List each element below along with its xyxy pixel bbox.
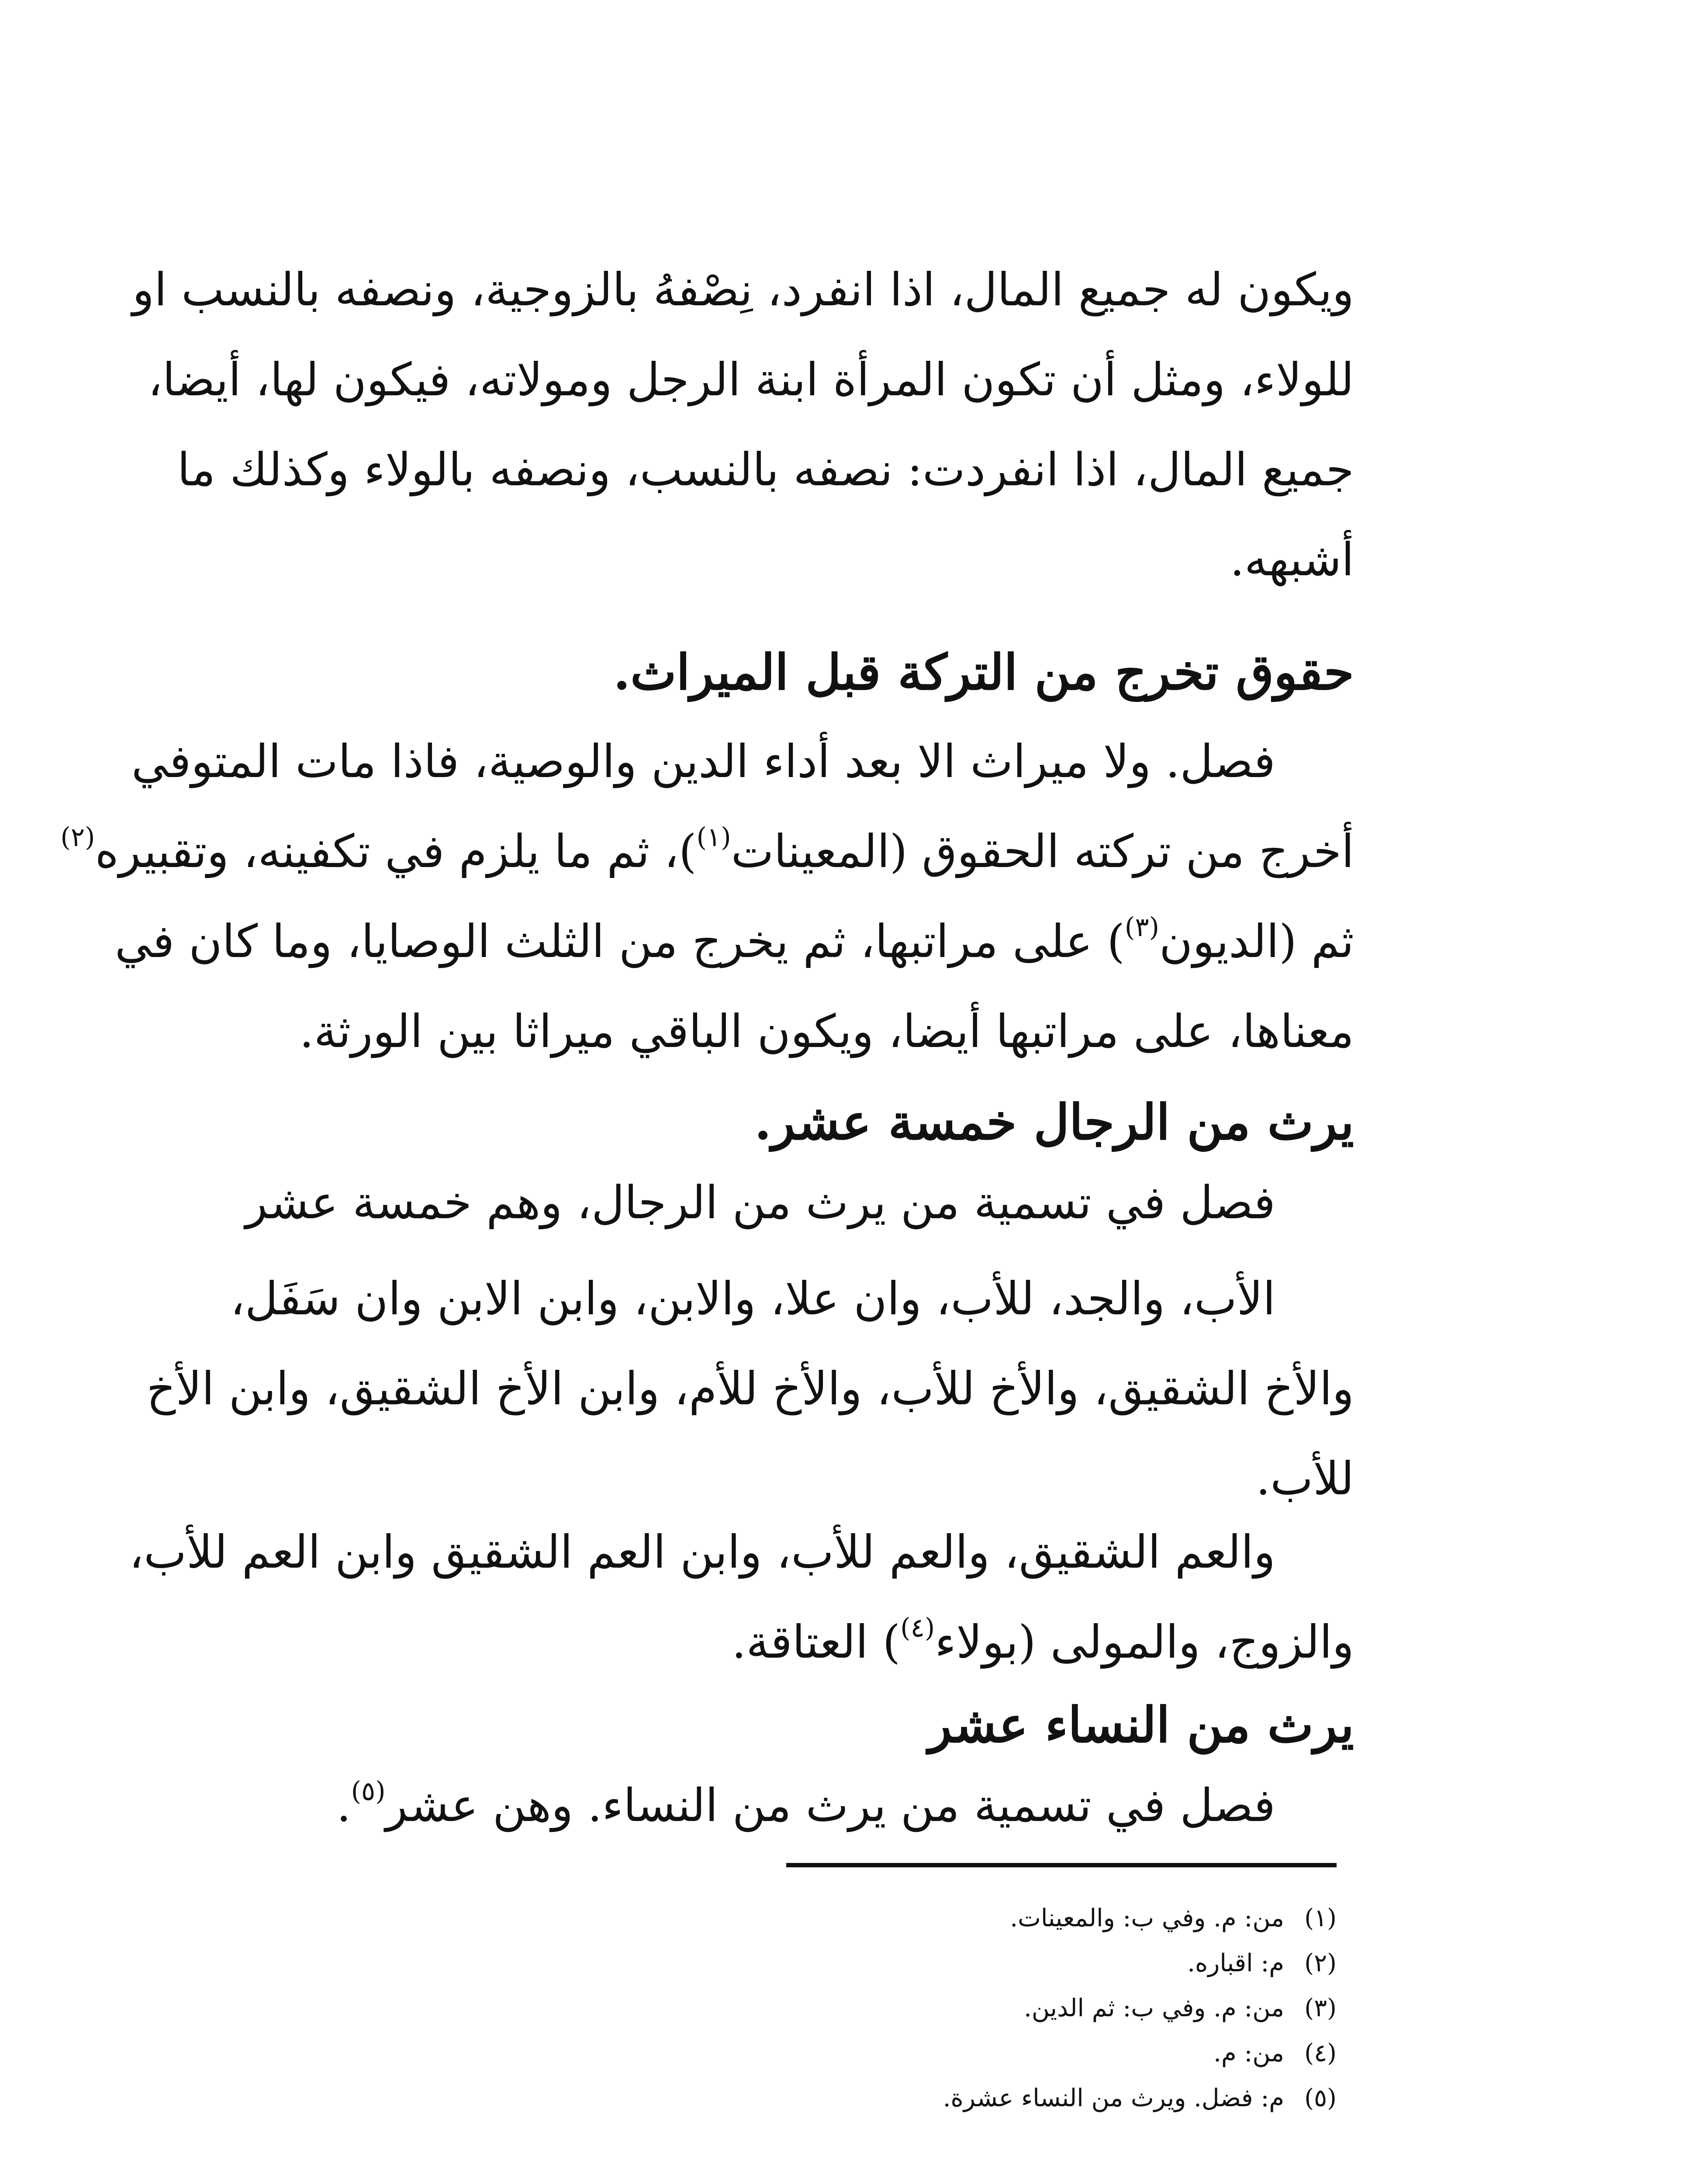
text-line: أشبهه.: [1230, 533, 1354, 586]
section-heading-rights-before-inheritance: حقوق تخرج من التركة قبل الميراث.: [613, 644, 1354, 701]
footnote-1: [612, 1896, 1337, 1941]
footnote-ref-3: (٣): [1124, 912, 1159, 943]
text-line: الأب، والجد، للأب، وان علا، والابن، وابن الابن وان سَفَل،: [230, 1272, 1275, 1325]
footnote-5: [612, 2076, 1337, 2121]
footnote-text: من: م.: [1213, 2039, 1284, 2067]
paragraph-1: [132, 245, 1354, 605]
footnote-separator: [786, 1863, 1337, 1867]
section-heading-male-heirs: يرث من الرجال خمسة عشر.: [754, 1094, 1354, 1151]
text-line: للولاء، ومثل أن تكون المرأة ابنة الرجل ومولاته، فيكون لها، أيضا،: [148, 353, 1354, 406]
footnote-2: [612, 1941, 1337, 1986]
footnote-ref-4: (٤): [900, 1613, 935, 1643]
paragraph-6: [192, 1760, 1354, 1850]
footnote-ref-1: (١): [696, 822, 731, 853]
footnote-ref-2: (٢): [60, 822, 95, 853]
text-line: [60, 806, 1354, 896]
text-segment: ثم (الديون: [1159, 915, 1354, 968]
text-line: [192, 1597, 1354, 1687]
text-line: فصل في تسمية من يرث من الرجال، وهم خمسة عشر: [245, 1176, 1275, 1229]
text-line: والأخ الشقيق، والأخ للأب، والأخ للأم، وابن الأخ الشقيق، وابن الأخ: [146, 1362, 1354, 1415]
footnotes: [612, 1896, 1337, 2121]
footnote-number: (٥): [1304, 2084, 1337, 2112]
footnote-number: (٣): [1304, 1994, 1337, 2022]
footnote-3: [612, 1986, 1337, 2031]
text-line: فصل. ولا ميراث الا بعد أداء الدين والوصية، فاذا مات المتوفي: [131, 735, 1275, 788]
footnote-number: (٢): [1304, 1949, 1337, 1977]
text-segment: ) العتاقة.: [732, 1615, 901, 1669]
section-heading-female-heirs: يرث من النساء عشر: [928, 1697, 1354, 1754]
text-segment: .: [336, 1779, 351, 1832]
footnote-number: (٤): [1304, 2039, 1337, 2067]
text-line: معناها، على مراتبها أيضا، ويكون الباقي ميراثا بين الورثة.: [299, 1005, 1354, 1058]
text-line: للأب.: [1256, 1452, 1354, 1505]
text-segment: ) على مراتبها، ثم يخرج من الثلث الوصايا، وما كان في: [114, 915, 1125, 968]
text-line: والعم الشقيق، والعم للأب، وابن العم الشقيق وابن العم للأب،: [129, 1525, 1275, 1579]
text-segment: والزوج، والمولى (بولاء: [935, 1615, 1354, 1669]
footnote-text: م: اقباره.: [1187, 1949, 1284, 1977]
text-segment: فصل في تسمية من يرث من النساء. وهن عشر: [385, 1779, 1275, 1832]
paragraph-2: [60, 716, 1354, 1076]
footnote-ref-5: (٥): [351, 1776, 386, 1807]
paragraph-3: [192, 1158, 1354, 1248]
paragraph-5: [129, 1507, 1354, 1687]
paragraph-4: [146, 1254, 1354, 1524]
footnote-number: (١): [1304, 1904, 1337, 1932]
footnote-text: من: م. وفي ب: والمعينات.: [1010, 1904, 1284, 1932]
text-line: ويكون له جميع المال، اذا انفرد، نِصْفهُ بالزوجية، ونصفه بالنسب او: [132, 263, 1354, 316]
text-line: [192, 1760, 1354, 1850]
footnote-text: من: م. وفي ب: ثم الدين.: [1024, 1994, 1284, 2022]
text-line: [114, 896, 1354, 986]
text-line: جميع المال، اذا انفردت: نصفه بالنسب، ونصفه بالولاء وكذلك ما: [177, 443, 1354, 496]
text-segment: )، ثم ما يلزم في تكفينه، وتقبيره: [95, 825, 697, 878]
footnote-text: م: فضل. ويرث من النساء عشرة.: [943, 2084, 1284, 2112]
footnote-4: [612, 2031, 1337, 2076]
text-segment: أخرج من تركته الحقوق (المعينات: [731, 825, 1354, 878]
